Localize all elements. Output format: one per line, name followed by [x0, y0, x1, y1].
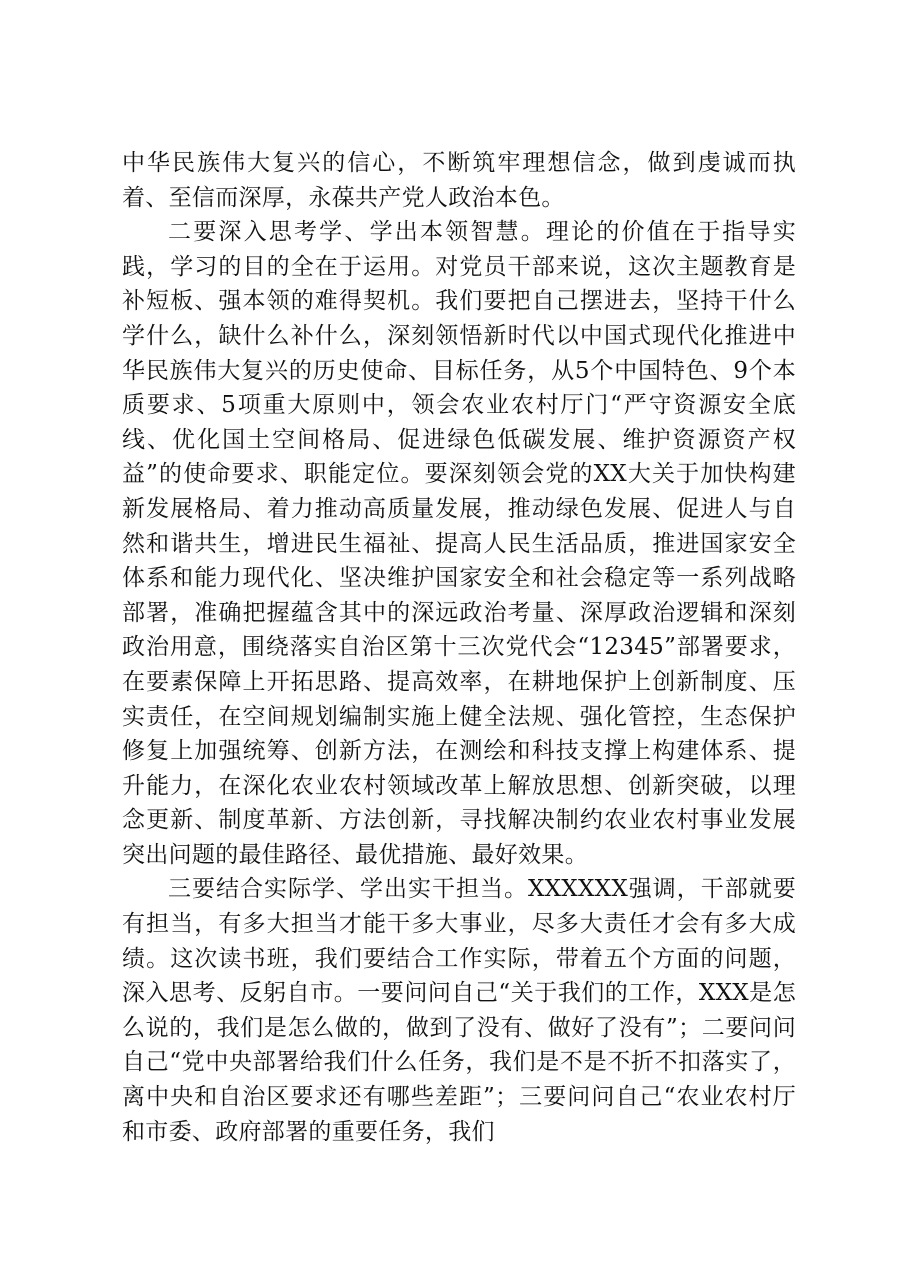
paragraph-3: 三要结合实际学、学出实干担当。XXXXXX强调，干部就要有担当，有多大担当才能干多大事业，尽多大责任才会有多大成绩。这次读书班，我们要结合工作实际，带着五个方面的问题，深入思考、反躬自市。一要问问自己“关于我们的工作，XXX是怎么说的，我们是怎么做的，做到了没有、做好了没有”；二要问问自己“党中央部署给我们什么任务，我们是不是不折不扣落实了，离中央和自治区要求还有哪些差距”；三要问问自己“农业农村厅和市委、政府部署的重要任务，我们 [122, 876, 796, 1145]
document-page [122, 146, 796, 1149]
paragraph-1: 中华民族伟大复兴的信心，不断筑牢理想信念，做到虔诚而执着、至信而深厚，永葆共产党人政治本色。 [122, 150, 796, 211]
paragraph-2: 二要深入思考学、学出本领智慧。理论的价值在于指导实践，学习的目的全在于运用。对党员干部来说，这次主题教育是补短板、强本领的难得契机。我们要把自己摆进去，坚持干什么学什么，缺什么补什么，深刻领悟新时代以中国式现代化推进中华民族伟大复兴的历史使命、目标任务，从5个中国特色、9个本质要求、5项重大原则中，领会农业农村厅门“严守资源安全底线、优化国土空间格局、促进绿色低碳发展、维护资源资产权益”的使命要求、职能定位。要深刻领会党的XX大关于加快构建新发展格局、着力推动高质量发展，推动绿色发展、促进人与自然和谐共生，增进民生福祉、提高人民生活品质，推进国家安全体系和能力现代化、坚决维护国家安全和社会稳定等一系列战略部署，准确把握蕴含其中的深远政治考量、深厚政治逻辑和深刻政治用意，围绕落实自治区第十三次党代会“12345”部署要求，在要素保障上开拓思路、提高效率，在耕地保护上创新制度、压实责任，在空间规划编制实施上健全法规、强化管控，生态保护修复上加强统筹、创新方法，在测绘和科技支撑上构建体系、提升能力，在深化农业农村领域改革上解放思想、创新突破，以理念更新、制度革新、方法创新，寻找解决制约农业农村事业发展突出问题的最佳路径、最优措施、最好效果。 [122, 219, 796, 868]
